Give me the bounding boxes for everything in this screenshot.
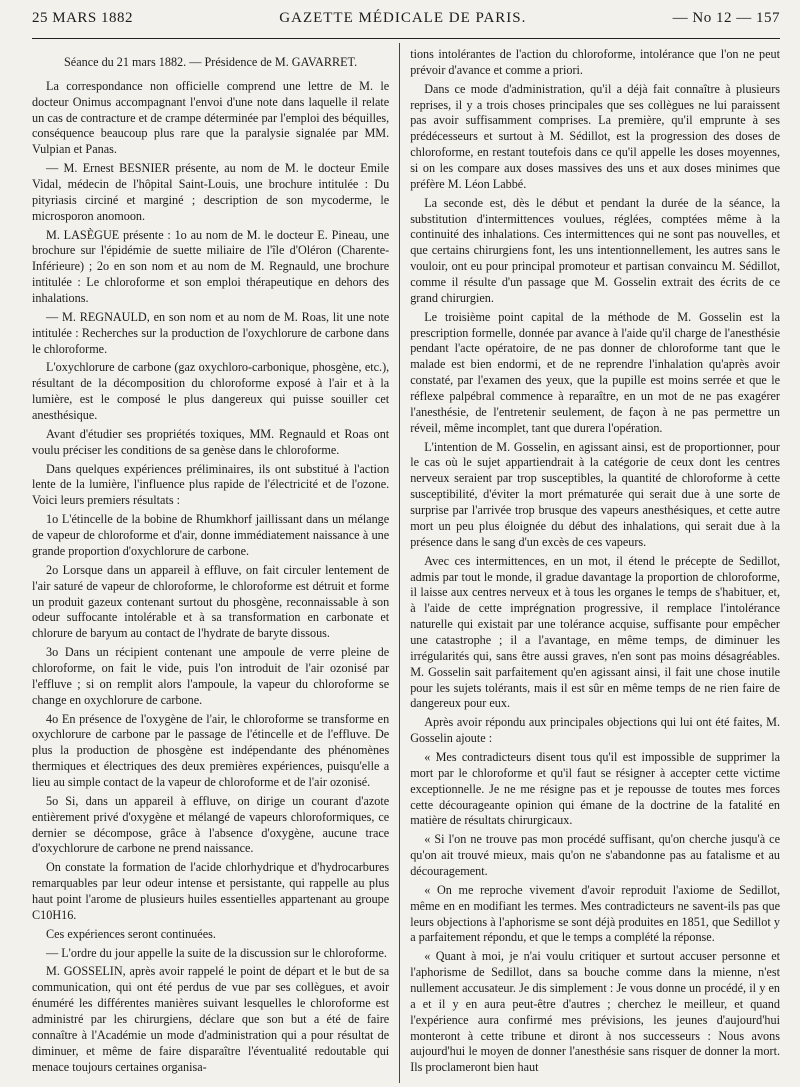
paragraph: « Si l'on ne trouve pas mon procédé suffisant, qu'on cherche jusqu'à ce qu'on ait trouvé mieux, mais qu'on ne s'abandonne pas au fatalisme et au découragement.	[410, 832, 780, 878]
right-column	[399, 43, 780, 1083]
paragraph: On constate la formation de l'acide chlorhydrique et d'hydrocarbures remarquables par leur odeur intense et persistante, qui rappelle au plus haut point l'arome de plusieurs huiles essentielles appartenant au groupe C10H16.	[32, 860, 390, 922]
page-header	[32, 10, 780, 39]
paragraph: — M. Ernest BESNIER présente, au nom de M. le docteur Emile Vidal, médecin de l'hôpital Saint-Louis, une brochure intitulée : Du pityriasis circiné et marginé ; description de son mycoderme, le microsporon anomoon.	[32, 161, 390, 223]
paragraph: Ces expériences seront continuées.	[46, 926, 216, 941]
paragraph: La seconde est, dès le début et pendant la durée de la séance, la substitution d'intermittences voulues, réglées, comptées même à la continuité des inhalations. Ces intermittences qui ne sont pas nouvelles, et que certains chirurgiens font, les uns intentionnellement, les autres sans le vouloir, ont eu pour principal promoteur et partisan convaincu M. Sédillot, comme il résulte d'un passage que M. Gosselin extrait des écrits de ce grand chirurgien.	[410, 195, 780, 305]
header-date: 25 MARS 1882	[32, 10, 134, 26]
left-column	[32, 43, 399, 1083]
paragraph: L'intention de M. Gosselin, en agissant ainsi, est de proportionner, pour le cas où le sujet appartiendrait à la catégorie de ceux dont les centres nerveux seraient par trop susceptibles, la quantité de chloroforme à cette susceptibilité, d'éviter la mort prématurée qui serait due à une sorte de surprise par l'arrivée trop brusque des vapeurs anesthésiques, et cette autre mort un peu plus éloignée du début des inhalations, qui serait due à la présence dans le sang d'un excès de ces vapeurs.	[410, 439, 780, 549]
paragraph: Après avoir répondu aux principales objections qui lui ont été faites, M. Gosselin ajoute :	[410, 715, 780, 746]
paragraph: 3o Dans un récipient contenant une ampoule de verre pleine de chloroforme, on fait le vide, puis l'on introduit de l'air ozonisé par l'effluve ; si on remplit alors l'ampoule, la vapeur du chloroforme se change en oxychlorure de carbone.	[32, 645, 390, 707]
paragraph: 1o L'étincelle de la bobine de Rhumkhorf jaillissant dans un mélange de vapeur de chloroforme et d'air, donne immédiatement naissance à une grande proportion d'oxychlorure de carbone.	[32, 512, 390, 558]
text-columns	[32, 43, 780, 1083]
paragraph: Avec ces intermittences, en un mot, il étend le précepte de Sedillot, admis par tout le monde, il gradue davantage la proportion de chloroforme, il laisse aux centres nerveux et à tous les organes le temps de s'habituer, et, à l'aide de cette imprégnation progressive, il remplace l'intolérance naturelle qui existait par une tolérance acquise, suffisante pour empêcher une catastrophe ; il a l'avantage, en même temps, de diminuer les irrégularités qui, sans être aussi graves, n'en sont pas moins désagréables. M. Gosselin sait parfaitement qu'en agissant ainsi, il fait une chose inutile pour les sujets tolérants, mais il est sûr en même temps de ne rien faire de dangereux pour eux.	[410, 553, 780, 711]
paragraph: tions intolérantes de l'action du chloroforme, intolérance que l'on ne peut prévoir d'avance et comme a priori.	[410, 47, 780, 77]
paragraph: Avant d'étudier ses propriétés toxiques, MM. Regnauld et Roas ont voulu préciser les conditions de sa genèse dans le chloroforme.	[32, 426, 390, 457]
paragraph: 2o Lorsque dans un appareil à effluve, on fait circuler lentement de l'air saturé de vapeur de chloroforme, le chloroforme est détruit et forme un produit gazeux contenant surtout du phosgène, reconnaissable à son odeur suffocante intolérable et à sa transformation en carbonate et chlorure de baryum au contact de l'hydrate de baryte dissous.	[32, 562, 390, 641]
paragraph: Dans quelques expériences préliminaires, ils ont substitué à l'action lente de la lumière, l'influence plus rapide de l'électricité et de l'ozone. Voici leurs premiers résultats :	[32, 461, 390, 508]
session-title: Séance du 21 mars 1882. — Présidence de M. GAVARRET.	[64, 55, 358, 69]
header-title: GAZETTE MÉDICALE DE PARIS.	[279, 10, 527, 26]
paragraph: Dans ce mode d'administration, qu'il a déjà fait connaître à plusieurs reprises, il y a trois choses principales que ses collègues ne lui paraissent pas avoir suffisamment comprises. La première, qu'il emprunte à ses prédécesseurs et surtout à M. Sédillot, est la progression des doses de chloroforme, en restant toutefois dans ce qu'il appelle les doses moyennes, si on les compare aux doses massives des uns et aux doses minimes que préfère M. Léon Labbé.	[410, 81, 780, 191]
paragraph: 4o En présence de l'oxygène de l'air, le chloroforme se transforme en oxychlorure de carbone par le passage de l'étincelle et de l'effluve. De plus la production de phosgène est indépendante des phénomènes thermiques et électriques des deux premières expériences, puisqu'elle a lieu au simple contact de la vapeur de chloroforme et de l'air ozonisé.	[32, 711, 390, 789]
paragraph: M. GOSSELIN, après avoir rappelé le point de départ et le but de sa communication, qui ont été perdus de vue par ses collègues, et avoir énuméré les différentes manières suivant lesquelles le chloroforme est administré par les chirurgiens, déclare que son but a été de faire connaître à l'Académie un mode d'administration qui a pour résultat de diminuer, et même de faire disparaître l'éventualité redoutable qui menace toujours certaines organisa-	[32, 964, 390, 1074]
paragraph: L'oxychlorure de carbone (gaz oxychloro-carbonique, phosgène, etc.), résultant de la décomposition du chloroforme exposé à l'air et à la lumière, est le composé le plus dangereux qui puisse souiller cet anesthésique.	[32, 360, 390, 423]
paragraph: La correspondance non officielle comprend une lettre de M. le docteur Onimus accompagnant l'envoi d'une note dans laquelle il relate un cas de contracture et de crampe déterminée par l'emploi des béquilles, conséquence beaucoup plus rare que la paralysie signalée par MM. Vulpian et Panas.	[32, 78, 390, 157]
paragraph: — M. REGNAULD, en son nom et au nom de M. Roas, lit une note intitulée : Recherches sur la production de l'oxychlorure de carbone dans le chloroforme.	[32, 309, 390, 356]
paragraph: « On me reproche vivement d'avoir reproduit l'axiome de Sedillot, même en en modifiant les termes. Mes contradicteurs ne savent-ils pas que leurs objections à l'aphorisme se sont déjà produites en 1851, que Sedillot y a parfaitement répondu, et que le temps a complété la réponse.	[410, 882, 780, 945]
paragraph: M. LASÈGUE présente : 1o au nom de M. le docteur E. Pineau, une brochure sur l'épidémie de suette miliaire de l'île d'Oléron (Charente-Inférieure) ; 2o en son nom et au nom de M. Regnauld, une brochure intitulée : Le chloroforme et son emploi thérapeutique en dehors des inhalations.	[32, 227, 390, 306]
paragraph: « Mes contradicteurs disent tous qu'il est impossible de supprimer la mort par le chloroforme et qu'il faut se résigner à accepter cette victime exceptionnelle. Je ne me résigne pas et je repousse de toutes mes forces cette décourageante opinion qui émane de la doctrine de la fatalité en matière de résultats chirurgicaux.	[410, 749, 780, 828]
paragraph: « Quant à moi, je n'ai voulu critiquer et surtout accuser personne et l'aphorisme de Sedillot, dans sa bouche comme dans la mienne, n'est nullement accusateur. Je dis simplement : Je vous donne un procédé, il y en a et il y en aura peut-être d'autres ; cherchez le meilleur, et quand l'expérience aura confirmé mes prévisions, les jeunes d'aujourd'hui monteront à cette tribune et diront à nos successeurs : Nous avons aujourd'hui le moyen de donner l'anesthésie sans risquer de donner la mort. Ils proclameront bien haut	[410, 949, 780, 1075]
paragraph: Le troisième point capital de la méthode de M. Gosselin est la prescription formelle, donnée par avance à l'aide qu'il charge de l'anesthésie pendant l'acte opératoire, de ne pas donner de chloroforme tant que le malade est bien endormi, et de ne reprendre l'inhalation qu'après avoir constaté, par l'examen des yeux, que la pupille est moins serrée et que le réflexe palpébral commence à reparaître, en un mot de ne pas exagérer l'anesthésie, de l'entretenir seulement, de façon à ne pas permettre un réveil, même incomplet, tant que durera l'opération.	[410, 309, 780, 435]
paragraph: 5o Si, dans un appareil à effluve, on dirige un courant d'azote entièrement privé d'oxygène et mélangé de vapeurs chloroformiques, ce dernier se décompose, grâce à l'absence d'oxygène, aucune trace d'oxychlorure de carbone ne prend naissance.	[32, 793, 390, 856]
paragraph: — L'ordre du jour appelle la suite de la discussion sur le chloroforme.	[46, 945, 387, 960]
header-issue: — No 12 — 157	[672, 10, 780, 26]
